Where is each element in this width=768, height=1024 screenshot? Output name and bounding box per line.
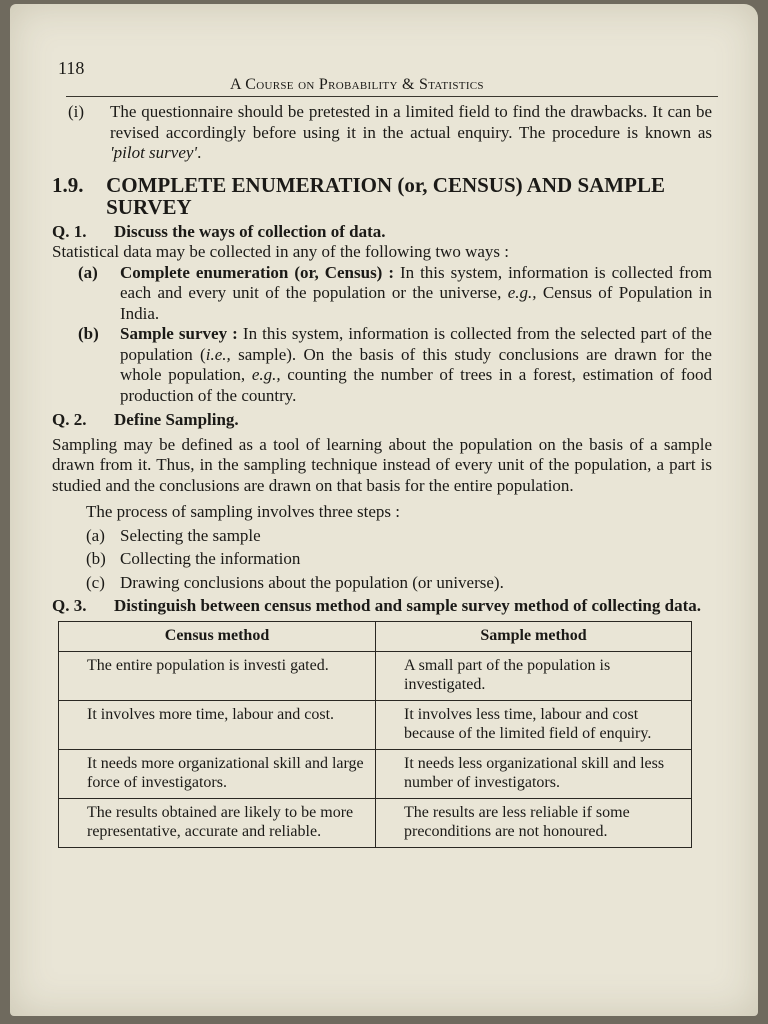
item-abbr: e.g., [507,283,537,302]
table-cell: A small part of the population is investigated. [376,651,692,700]
step-text: Collecting the information [120,549,301,568]
steps-list [86,526,712,594]
question-1 [52,222,712,243]
sampling-definition: Sampling may be defined as a tool of learning about the population on the basis of a sample drawn from it. Thus, in the sampling technique instead of every unit of the population, a part is studied and the conclusions are drawn on that basis for the entire population. [52,434,712,495]
item-emphasis: 'pilot survey' [110,143,198,162]
column-header: Census method [59,621,376,651]
running-head: A Course on Probability & Statistics [230,76,484,93]
table-row [59,798,692,847]
item-tail: Census of Population in India. [120,283,713,323]
item-abbr-2: e.g., [251,365,281,384]
question-text: Define Sampling. [114,410,239,429]
item-abbr: i.e., [205,344,231,364]
section-title: COMPLETE ENUMERATION (or, CENSUS) AND SAMPLE SURVEY [106,172,665,219]
table-cell: The results obtained are likely to be more representative, accurate and reliable. [59,798,376,847]
question-label: Q. 2. [52,410,87,429]
section-number: 1.9. [52,172,84,197]
table-row [59,749,692,798]
comparison-table [58,621,692,848]
item-text [110,102,712,164]
item-end: . [197,143,202,162]
column-header: Sample method [376,621,692,651]
question-3 [52,596,712,617]
step-item [86,549,712,570]
question-label: Q. 1. [52,221,87,241]
q1-item-b [78,324,712,406]
table-cell: The entire population is investi gated. [59,651,376,700]
item-body: In this system, information is collected from each and every unit of the population or the universe, [120,262,712,302]
table-cell: It involves less time, labour and cost because of the limited field of enquiry. [376,700,692,749]
page-content [52,96,712,848]
section-heading [52,174,712,218]
table-row [59,700,692,749]
table-cell: It involves more time, labour and cost. [59,700,376,749]
question-label: Q. 3. [52,596,87,615]
table-cell: The results are less reliable if some preconditions are not honoured. [376,798,692,847]
step-item [86,573,712,594]
q1-item-a [78,263,712,325]
question-2 [52,410,712,431]
intro-item [68,102,712,164]
table-cell: It needs more organizational skill and large force of investigators. [59,749,376,798]
step-label: (a) [86,525,105,545]
item-text [120,324,712,406]
item-tail: sample). On the basis of this study conclusions are drawn for the whole population, [120,344,712,384]
item-label: (i) [68,102,85,121]
step-text: Selecting the sample [120,525,261,545]
step-item [86,526,712,547]
item-tail-2: counting the number of trees in a forest, estimation of food production of the country. [120,365,713,405]
page-number: 118 [58,58,85,78]
question-text: Distinguish between census method and sample survey method of collecting data. [114,596,701,615]
step-label: (c) [86,572,105,592]
step-text: Drawing conclusions about the population (or universe). [120,572,504,592]
q1-lead: Statistical data may be collected in any of the following two ways : [52,242,509,261]
item-term: Complete enumeration (or, Census) : [120,262,394,282]
question-text: Discuss the ways of collection of data. [114,221,386,241]
item-label: (a) [78,262,98,282]
item-body: In this system, information is collected from the selected part of the population ( [120,324,712,364]
table-header-row [59,621,692,651]
item-body: The questionnaire should be pretested in a limited field to find the drawbacks. It can be revised accordingly before using it in the actual enquiry. The procedure is known as [110,102,712,142]
step-label: (b) [86,549,106,568]
item-term: Sample survey : [120,324,238,343]
item-label: (b) [78,324,99,343]
item-text [120,263,712,325]
steps-lead: The process of sampling involves three steps : [86,502,400,521]
table-cell: It needs less organizational skill and less number of investigators. [376,749,692,798]
table-row [59,651,692,700]
